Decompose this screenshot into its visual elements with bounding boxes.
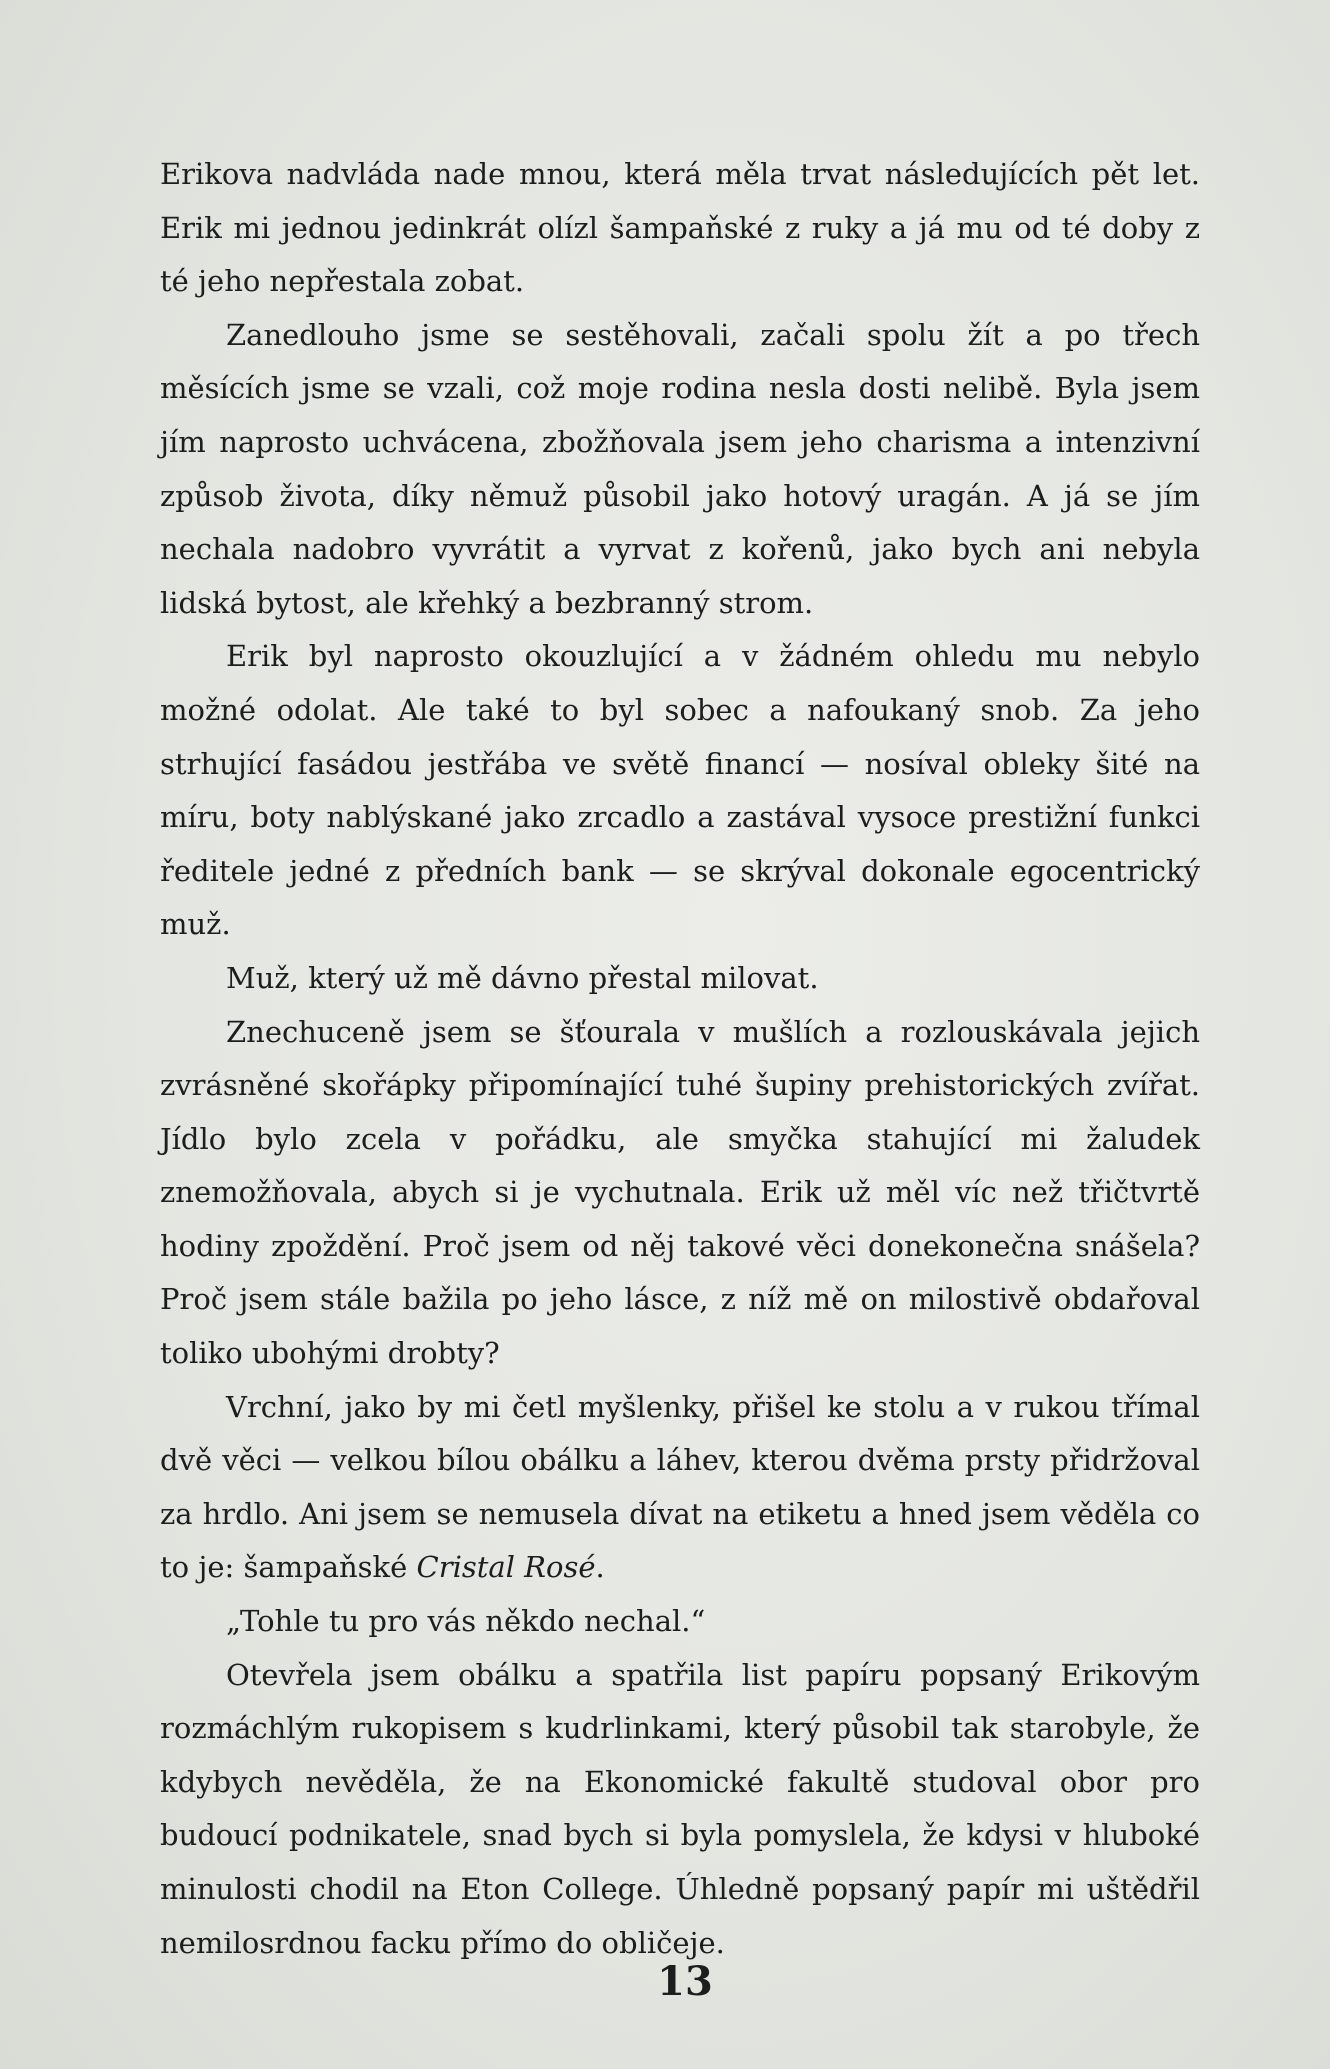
paragraph-1-text: Erikova nadvláda nade mnou, která měla trvat následujících pět let. Erik mi jednou jedinkrát olízl šampaňské z ruky a já mu od té doby z té jeho nepřestala zobat.: [160, 157, 1200, 299]
paragraph-7-text: „Tohle tu pro vás někdo nechal.“: [226, 1604, 706, 1639]
paragraph-2-text: Zanedlouho jsme se sestěhovali, začali spolu žít a po třech měsících jsme se vzali, což moje rodina nesla dosti nelibě. Byla jsem jím naprosto uchvácena, zbožňovala jsem jeho charisma a intenzivní způsob života, díky němuž působil jako hotový uragán. A já se jím nechala nadobro vyvrátit a vyrvat z kořenů, jako bych ani nebyla lidská bytost, ale křehký a bezbranný strom.: [160, 317, 1200, 620]
paragraph-5-text: Znechuceně jsem se šťourala v mušlích a rozlouskávala jejich zvrásněné skořápky připomínající tuhé šupiny prehistorických zvířat. Jídlo bylo zcela v pořádku, ale smyčka stahující mi žaludek znemožňovala, abych si je vychutnala. Erik už měl víc než třičtvrtě hodiny zpoždění. Proč jsem od něj takové věci donekonečna snášela? Proč jsem stále bažila po jeho lásce, z níž mě on milostivě obdařoval toliko ubohými drobty?: [160, 1014, 1200, 1371]
body-text: [160, 148, 1200, 1970]
paragraph-6-end: .: [595, 1550, 605, 1585]
paragraph-5: [160, 1006, 1200, 1381]
paragraph-6: [160, 1381, 1200, 1595]
paragraph-3-text: Erik byl naprosto okouzlující a v žádném ohledu mu nebylo možné odolat. Ale také to byl sobec a nafoukaný snob. Za jeho strhující fasádou jestřába ve světě financí — nosíval obleky šité na míru, boty nablýskané jako zrcadlo a zastával vysoce prestižní funkci ředitele jedné z předních bank — se skrýval dokonale egocentrický muž.: [160, 639, 1200, 942]
paragraph-4: [160, 952, 1200, 1006]
page-number: 13: [657, 1958, 713, 2005]
paragraph-4-text: Muž, který už mě dávno přestal milovat.: [226, 960, 819, 995]
paragraph-3: [160, 630, 1200, 952]
paragraph-6-text: Vrchní, jako by mi četl myšlenky, přišel ke stolu a v rukou třímal dvě věci — velkou bílou obálku a láhev, kterou dvěma prsty přidržoval za hrdlo. Ani jsem se nemusela dívat na etiketu a hned jsem věděla co to je: šampaňské: [160, 1389, 1200, 1585]
champagne-name: Cristal Rosé: [416, 1550, 596, 1585]
paragraph-1: [160, 148, 1200, 309]
paragraph-8: [160, 1649, 1200, 1971]
paragraph-7: [160, 1595, 1200, 1649]
paragraph-8-text: Otevřela jsem obálku a spatřila list papíru popsaný Erikovým rozmáchlým rukopisem s kudrlinkami, který působil tak starobyle, že kdybych nevěděla, že na Ekonomické fakultě studoval obor pro budoucí podnikatele, snad bych si byla pomyslela, že kdysi v hluboké minulosti chodil na Eton College. Úhledně popsaný papír mi uštědřil nemilosrdnou facku přímo do obličeje.: [160, 1657, 1200, 1960]
paragraph-2: [160, 309, 1200, 631]
